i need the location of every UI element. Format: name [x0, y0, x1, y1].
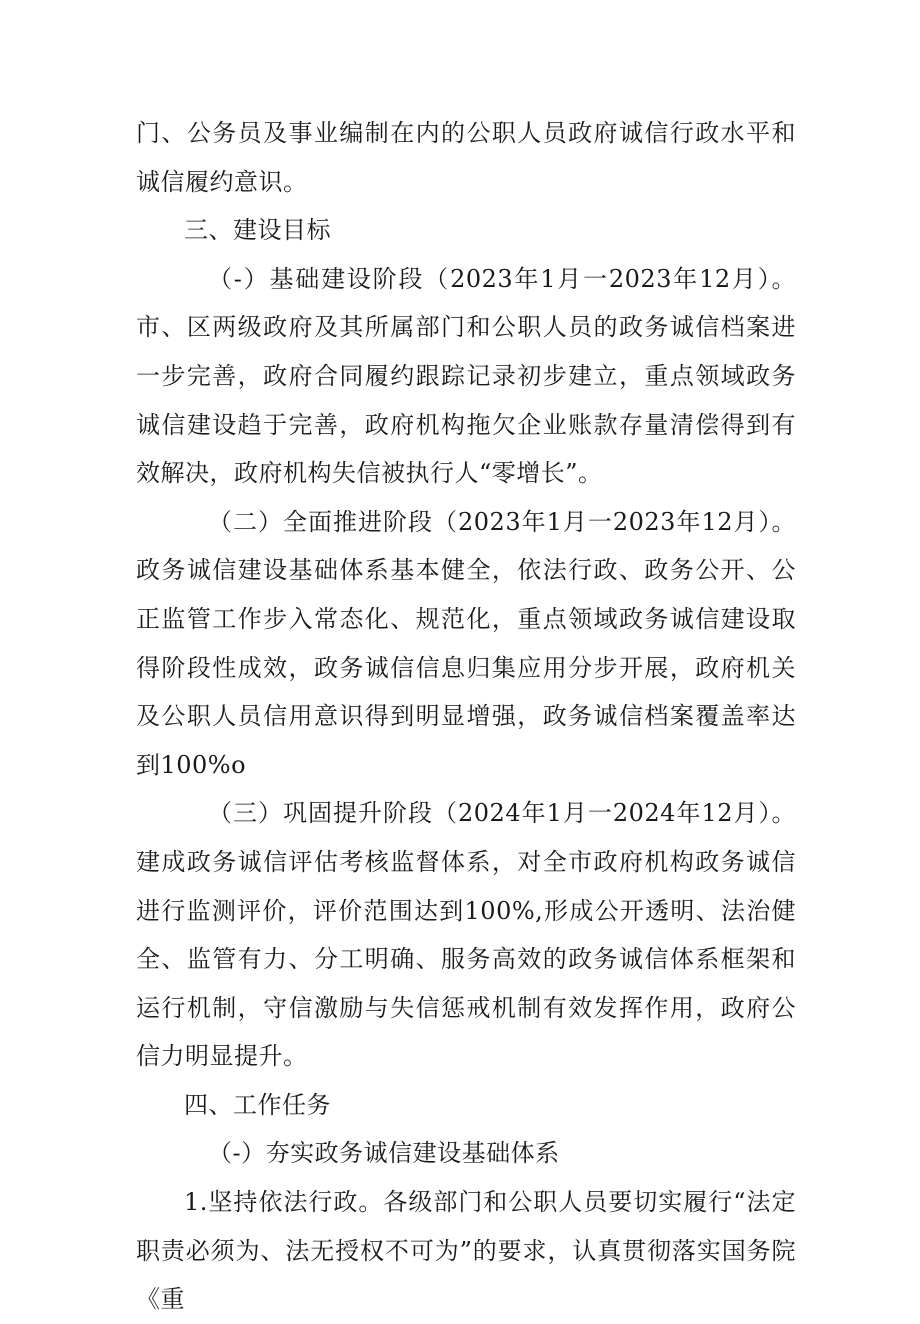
- paragraph-task-1: 1.坚持依法行政。各级部门和公职人员要切实履行“法定职责必须为、法无授权不可为”的要求，认真贯彻落实国务院《重: [136, 1188, 796, 1314]
- section-heading-goals: 三、建设目标: [184, 216, 331, 245]
- paragraph-phase-1: （-）基础建设阶段（2023年1月一2023年12月）。市、区两级政府及其所属部门和公职人员的政务诚信档案进一步完善，政府合同履约跟踪记录初步建立，重点领域政务诚信建设趋于完善，政府机构拖欠企业账款存量清偿得到有效解决，政府机构失信被执行人“零增长”。: [136, 264, 796, 488]
- subsection-heading-foundation: （-）夯实政务诚信建设基础体系: [208, 1139, 560, 1168]
- paragraph-phase-2: （二）全面推进阶段（2023年1月一2023年12月）。政务诚信建设基础体系基本健全，依法行政、政务公开、公正监管工作步入常态化、规范化，重点领域政务诚信建设取得阶段性成效，政务诚信信息归集应用分步开展，政府机关及公职人员信用意识得到明显增强，政务诚信档案覆盖率达到100%o: [136, 507, 796, 779]
- document-body: [136, 109, 796, 1324]
- paragraph-continuation: 门、公务员及事业编制在内的公职人员政府诚信行政水平和诚信履约意识。: [136, 119, 796, 196]
- paragraph-phase-3: （三）巩固提升阶段（2024年1月一2024年12月）。建成政务诚信评估考核监督体系，对全市政府机构政务诚信进行监测评价，评价范围达到100%,形成公开透明、法治健全、监管有力、分工明确、服务高效的政务诚信体系框架和运行机制，守信激励与失信惩戒机制有效发挥作用，政府公信力明显提升。: [136, 799, 796, 1071]
- section-heading-tasks: 四、工作任务: [184, 1090, 331, 1119]
